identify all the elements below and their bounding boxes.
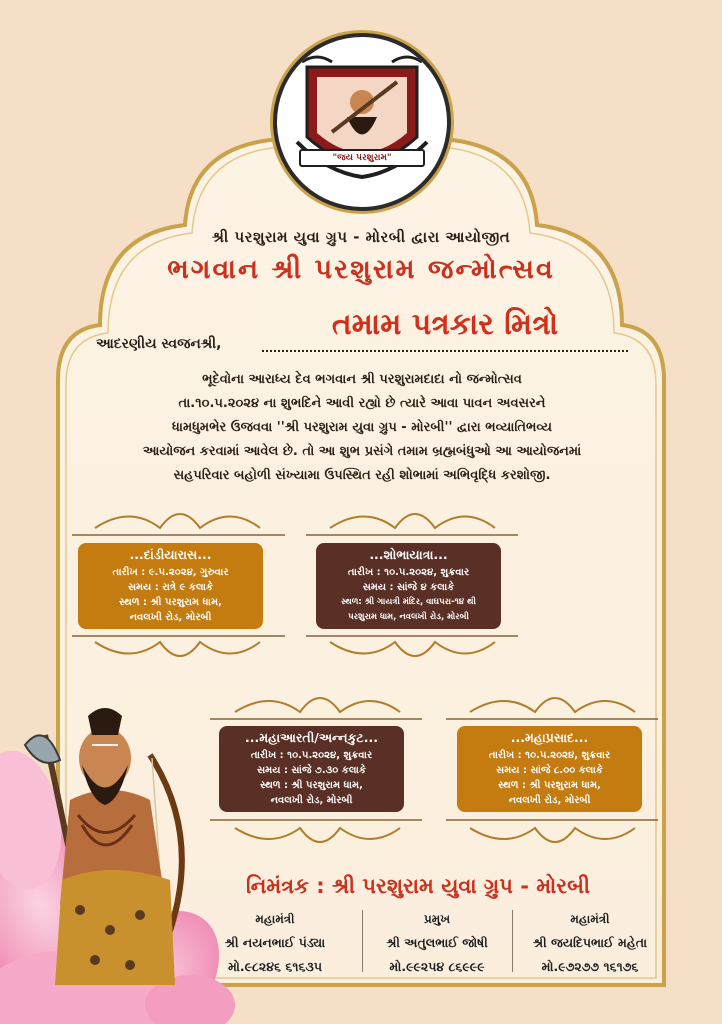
event-line: સમય : રાત્રે ૯ કલાકે — [127, 582, 214, 593]
event-line: નવલખી રોડ, મોરબી — [508, 795, 591, 806]
logo — [273, 33, 451, 211]
inviter-line: નિમંત્રક : શ્રી પરશુરામ યુવા ગ્રુપ - મોરબી — [245, 874, 591, 898]
event-shobhayatra — [316, 543, 501, 629]
signatory-phone: મો.૯૯૨૫૪ ૮૬૯૯૯ — [389, 959, 485, 974]
signatory-name: શ્રી નયનભાઈ પંડ્યા — [224, 935, 326, 950]
signatory-1 — [190, 912, 360, 975]
signatory-role: મહામંત્રી — [570, 912, 610, 926]
event-line: તારીખ : ૧૦.૫.૨૦૨૪, શુક્રવાર — [488, 750, 611, 761]
page-title: ભગવાન શ્રી પરશુરામ જન્મોત્સવ — [167, 254, 555, 285]
body-line: ધામધુમભેર ઉજવવા ''શ્રી પરશુરામ યુવા ગ્રુપ - મોરબી'' દ્વારા ભવ્યાતિભવ્ય — [171, 420, 553, 435]
event-line: સમય : સાંજે ૮.૦૦ કલાકે — [496, 765, 603, 776]
body-line: સહપરિવાર બહોળી સંખ્યામા ઉપસ્થિત રહી શોભામાં અભિવૃદ્ધિ કરશોજી. — [173, 468, 551, 483]
event-title: ...શોભાયાત્રા... — [369, 547, 448, 562]
event-title: ...દાંડીયારાસ... — [129, 547, 212, 562]
event-line: સ્થળ : શ્રી પરશુરામ ધામ, — [260, 780, 363, 791]
event-mahaprasad — [457, 726, 642, 812]
event-line: પરશુરામ ધામ, નવલખી રોડ, મોરબી — [348, 612, 469, 622]
event-line: સ્થળ: શ્રી ગાયત્રી મંદિર, વાઘપરા-૧૪ થી — [341, 597, 476, 607]
salutation: આદરણીય સ્વજનશ્રી, — [96, 336, 222, 352]
event-title: ...મહાઆરતી/અન્નકુટ... — [245, 730, 378, 745]
event-line: નવલખી રોડ, મોરબી — [270, 795, 353, 806]
event-title: ...મહાપ્રસાદ... — [510, 730, 589, 745]
body-line: તા.૧૦.૫.૨૦૨૪ ના શુભદિને આવી રહ્યો છે ત્યારે આવા પાવન અવસરને — [178, 396, 546, 411]
event-line: તારીખ : ૧૦.૫.૨૦૨૪, શુક્રવાર — [347, 567, 470, 578]
body-line: આયોજન કરવામાં આવેલ છે. તો આ શુભ પ્રસંગે તમામ બ્રહ્મબંધુઓ આ આયોજનમાં — [142, 444, 582, 459]
event-mahaarti — [219, 726, 404, 812]
signatory-3 — [505, 912, 675, 975]
signatory-phone: મો.૯૮૨૪૬ ૬૧૬૩૫ — [227, 959, 323, 974]
dotted-line — [262, 350, 628, 352]
guest-name: તમામ પત્રકાર મિત્રો — [331, 307, 559, 342]
signatory-name: શ્રી જયદિપભાઈ મહેતા — [532, 935, 648, 950]
event-line: સમય : સાંજે ૪ કલાકે — [362, 582, 455, 593]
event-line: તારીખ : ૧૦.૫.૨૦૨૪, શુક્રવાર — [250, 750, 373, 761]
signatory-phone: મો.૯૭૨૭૭ ૧૬૧૭૬ — [541, 959, 639, 974]
event-dandiya — [78, 543, 263, 629]
event-line: સમય : સાંજે ૭.૩૦ કલાકે — [257, 765, 366, 776]
event-line: સ્થળ : શ્રી પરશુરામ ધામ, — [119, 597, 222, 608]
organizer-line: શ્રી પરશુરામ યુવા ગ્રુપ - મોરબી દ્વારા આયોજીત — [211, 228, 511, 246]
event-line: તારીખ : ૯.૫.૨૦૨૪, ગુરુવાર — [112, 567, 229, 578]
event-line: નવલખી રોડ, મોરબી — [129, 612, 212, 623]
signatory-2 — [362, 912, 512, 975]
event-line: સ્થળ : શ્રી પરશુરામ ધામ, — [498, 780, 601, 791]
signatory-role: પ્રમુખ — [423, 912, 451, 926]
warrior-crest-icon — [277, 37, 447, 207]
signatory-name: શ્રી અતુલભાઈ જોષી — [386, 935, 488, 950]
signatory-role: મહામંત્રી — [255, 912, 295, 926]
body-line: ભૂદેવોના આરાધ્ય દેવ ભગવાન શ્રી પરશુરામદાદા નો જન્મોત્સવ — [202, 372, 522, 387]
logo-banner: "જય પરશુરામ" — [299, 149, 425, 167]
